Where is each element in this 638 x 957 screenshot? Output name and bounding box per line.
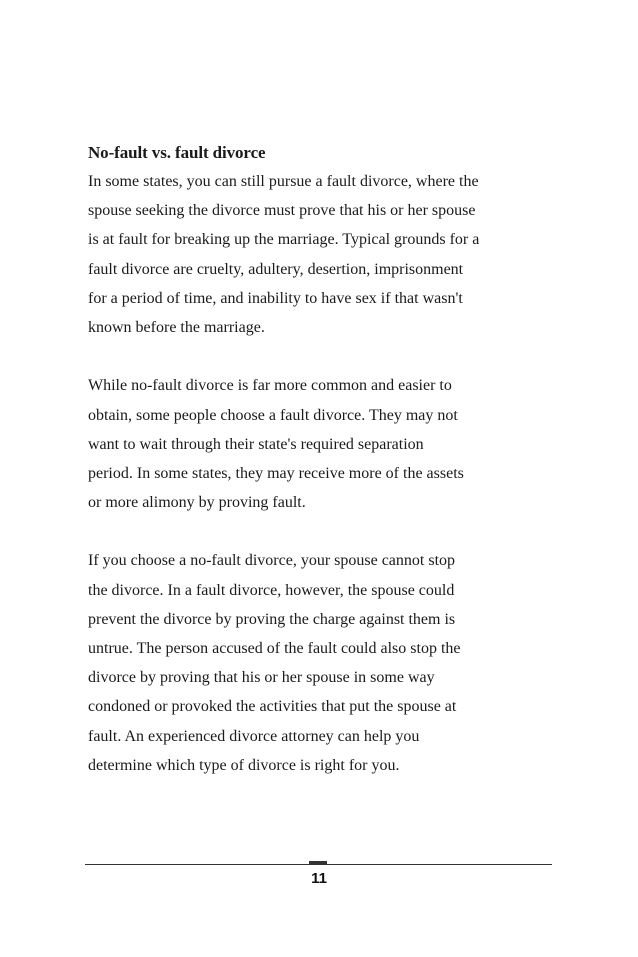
text-line: fault. An experienced divorce attorney can help you	[88, 727, 420, 745]
paragraph-spacer	[88, 517, 558, 546]
paragraph-fault-divorce	[88, 167, 558, 342]
footer-divider-tab	[309, 861, 327, 864]
text-line: While no-fault divorce is far more common and easier to	[88, 377, 452, 395]
text-line: for a period of time, and inability to have sex if that wasn't	[88, 289, 463, 307]
paragraph-why-fault	[88, 371, 558, 517]
paragraph-stopping-divorce	[88, 546, 558, 780]
text-line: obtain, some people choose a fault divorce. They may not	[88, 406, 458, 424]
text-line: In some states, you can still pursue a fault divorce, where the	[88, 173, 479, 190]
text-line: period. In some states, they may receive more of the assets	[88, 464, 464, 482]
text-line: want to wait through their state's required separation	[88, 435, 424, 453]
text-line: fault divorce are cruelty, adultery, desertion, imprisonment	[88, 260, 464, 278]
text-line: known before the marriage.	[88, 318, 265, 336]
text-line: divorce by proving that his or her spouse in some way	[88, 669, 435, 687]
text-line: or more alimony by proving fault.	[88, 494, 306, 512]
paragraph-spacer	[88, 342, 558, 371]
text-line: spouse seeking the divorce must prove that his or her spouse	[88, 202, 476, 220]
text-line: If you choose a no-fault divorce, your spouse cannot stop	[88, 552, 456, 570]
text-line: condoned or provoked the activities that put the spouse at	[88, 698, 457, 716]
text-line: determine which type of divorce is right for you.	[88, 756, 400, 774]
text-line: the divorce. In a fault divorce, however, the spouse could	[88, 581, 455, 599]
text-line: prevent the divorce by proving the charge against them is	[88, 610, 456, 628]
section-heading: No-fault vs. fault divorce	[88, 143, 266, 162]
text-line: is at fault for breaking up the marriage. Typical grounds for a	[88, 231, 480, 249]
page-body	[88, 139, 558, 780]
page-number: 11	[311, 870, 327, 887]
footer-divider	[85, 864, 552, 865]
text-line: untrue. The person accused of the fault could also stop the	[88, 640, 461, 657]
